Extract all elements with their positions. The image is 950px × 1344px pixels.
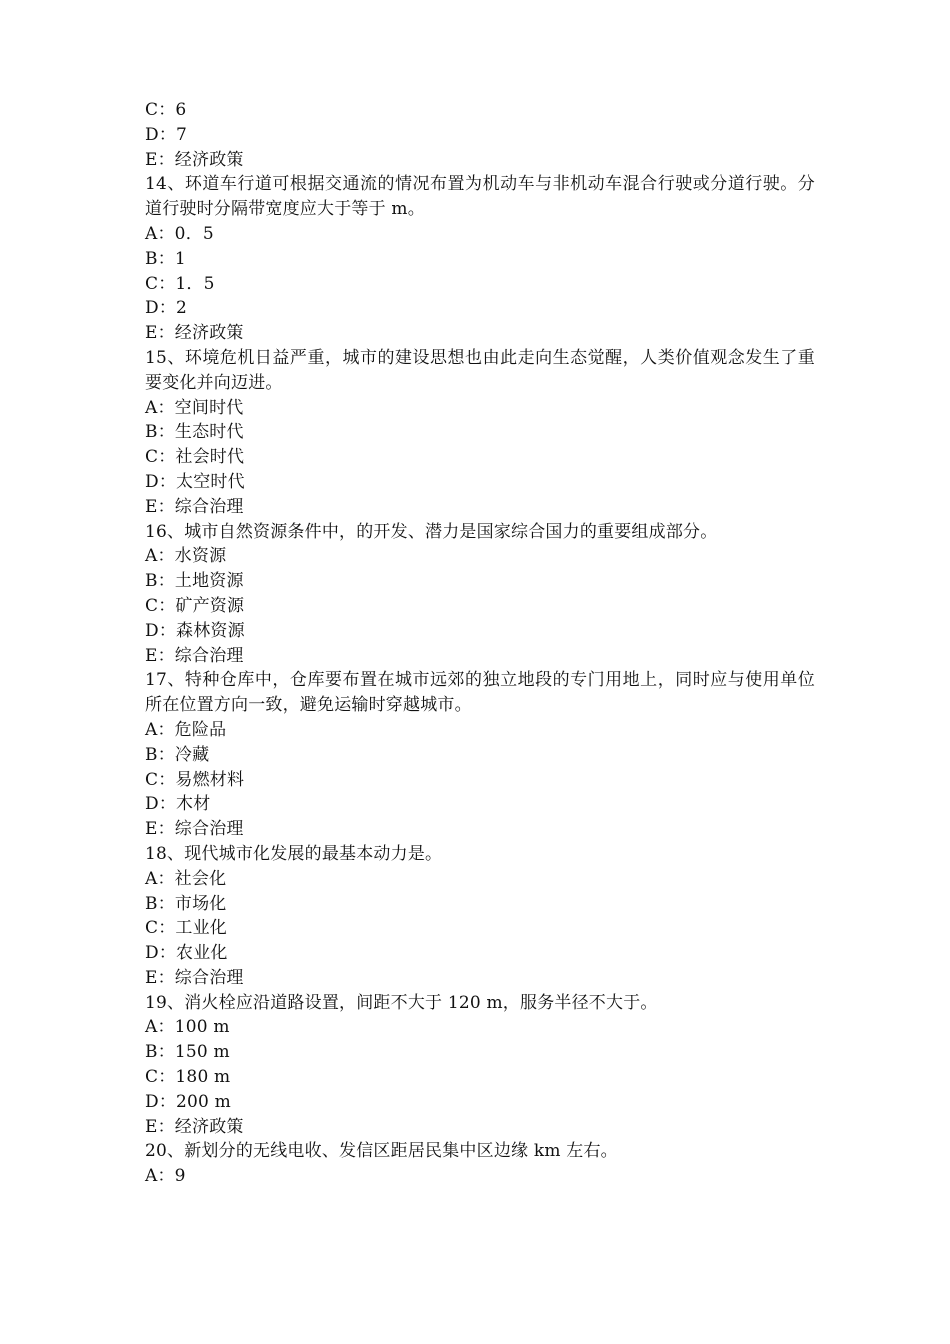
option-line: B：市场化 <box>145 893 227 914</box>
option-line: A：水资源 <box>145 546 227 567</box>
option-line: C：社会时代 <box>145 447 245 468</box>
question-14: 14、环道车行道可根据交通流的情况布置为机动车与非机动车混合行驶或分道行驶。分道行驶时分隔带宽度应大于等于 m。 <box>145 174 815 220</box>
option-line: A：社会化 <box>145 868 227 889</box>
option-line: C：180 m <box>145 1067 231 1088</box>
option-line: A：空间时代 <box>145 397 244 418</box>
option-line: B：土地资源 <box>145 571 244 592</box>
option-line: D：2 <box>145 298 188 319</box>
option-line: C：易燃材料 <box>145 769 245 790</box>
option-line: E：经济政策 <box>145 1116 244 1137</box>
option-line: D：木材 <box>145 794 211 815</box>
question-19: 19、消火栓应沿道路设置，间距不大于 120 m，服务半径不大于。 <box>145 992 658 1013</box>
option-line: B：冷藏 <box>145 744 210 765</box>
option-line: E：经济政策 <box>145 323 244 344</box>
option-line: C：6 <box>145 100 187 120</box>
option-line: C：工业化 <box>145 918 228 939</box>
document-page <box>145 98 815 1189</box>
option-line: A：0．5 <box>145 223 214 244</box>
option-line: C：矿产资源 <box>145 595 245 616</box>
option-line: B：1 <box>145 248 186 269</box>
question-18: 18、现代城市化发展的最基本动力是。 <box>145 843 443 864</box>
option-line: E：综合治理 <box>145 496 244 517</box>
option-line: D：森林资源 <box>145 620 245 641</box>
question-16: 16、城市自然资源条件中，的开发、潜力是国家综合国力的重要组成部分。 <box>145 521 718 542</box>
option-line: B：生态时代 <box>145 422 244 443</box>
option-line: E：综合治理 <box>145 645 244 666</box>
question-15: 15、环境危机日益严重，城市的建设思想也由此走向生态觉醒，人类价值观念发生了重要变化并向迈进。 <box>145 347 815 393</box>
option-line: D：200 m <box>145 1091 232 1112</box>
option-line: D：太空时代 <box>145 471 245 492</box>
option-line: A：100 m <box>145 1017 230 1038</box>
question-17: 17、特种仓库中，仓库要布置在城市远郊的独立地段的专门用地上，同时应与使用单位所在位置方向一致，避免运输时穿越城市。 <box>145 670 815 716</box>
option-line: B：150 m <box>145 1042 230 1063</box>
option-line: E：综合治理 <box>145 819 244 840</box>
option-line: D：农业化 <box>145 943 228 964</box>
option-line: A：危险品 <box>145 719 227 740</box>
question-20: 20、新划分的无线电收、发信区距居民集中区边缘 km 左右。 <box>145 1141 618 1162</box>
option-line: D：7 <box>145 124 188 145</box>
option-line: E：经济政策 <box>145 149 244 170</box>
option-line: A：9 <box>145 1166 186 1187</box>
option-line: C：1．5 <box>145 273 215 294</box>
option-line: E：综合治理 <box>145 967 244 988</box>
